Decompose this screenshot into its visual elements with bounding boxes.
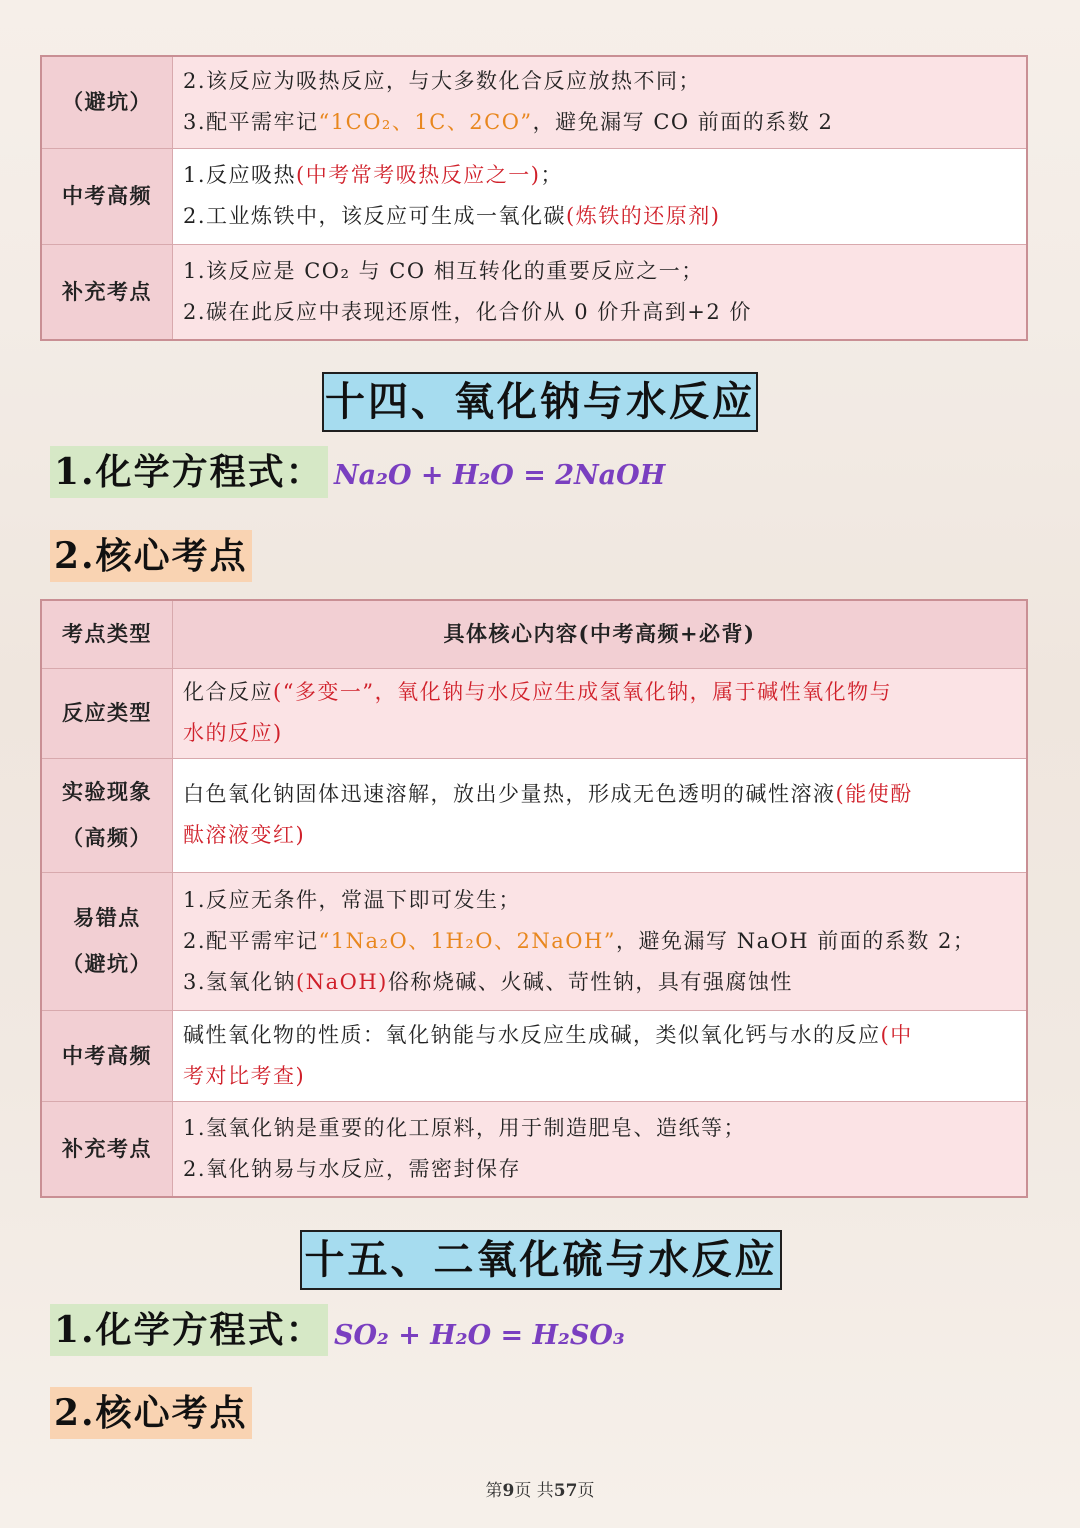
content-text: ，避免漏写 CO 前面的系数 2 — [532, 110, 834, 135]
section-15-core-label: 2.核心考点 — [50, 1387, 252, 1439]
continued-exam-points-table — [40, 55, 1028, 341]
row-label-line: 反应类型 — [62, 700, 152, 725]
content-text: 1.氢氧化钠是重要的化工原料，用于制造肥皂、造纸等； — [183, 1115, 747, 1140]
footer-suffix: 页 — [577, 1481, 595, 1501]
row-label-line: 易错点 — [73, 905, 141, 930]
row-label-line: （高频） — [62, 825, 152, 850]
content-line — [183, 1149, 1016, 1190]
row-label — [41, 148, 173, 244]
section-15-equation: SO₂ + H₂O = H₂SO₃ — [334, 1320, 625, 1351]
section-14-core-label: 2.核心考点 — [50, 530, 252, 582]
row-label — [41, 1010, 173, 1101]
content-line — [183, 155, 1016, 196]
highlighted-text: 酞溶液变红) — [183, 823, 306, 847]
page-footer — [0, 1476, 1080, 1501]
row-label — [41, 668, 173, 758]
row-content — [173, 1010, 1028, 1101]
content-line — [183, 713, 1016, 754]
content-line — [183, 1015, 1016, 1056]
footer-middle: 页 共 — [514, 1481, 554, 1501]
content-line — [183, 102, 1016, 143]
highlighted-text: (炼铁的还原剂) — [566, 204, 721, 228]
content-line — [183, 1108, 1016, 1149]
table-row — [41, 244, 1027, 340]
table-row — [41, 148, 1027, 244]
content-line — [183, 921, 1016, 962]
content-text: ，避免漏写 NaOH 前面的系数 2； — [616, 928, 976, 953]
content-text: 2.配平需牢记 — [183, 928, 319, 953]
highlighted-text: (中 — [880, 1022, 913, 1047]
row-label — [41, 872, 173, 1010]
highlighted-text: (“多变一”，氧化钠与水反应生成氢氧化钠，属于碱性氧化物与 — [273, 680, 893, 704]
row-label-line: 实验现象 — [62, 779, 152, 804]
content-text: 化合反应 — [183, 680, 273, 704]
row-content — [173, 244, 1028, 340]
content-text: 1.该反应是 CO₂ 与 CO 相互转化的重要反应之一； — [183, 258, 704, 283]
row-label-line: 中考高频 — [62, 183, 152, 208]
footer-prefix: 第 — [485, 1481, 503, 1501]
content-text: 3.氢氧化钠 — [183, 969, 297, 994]
highlighted-text: “1Na₂O、1H₂O、2NaOH” — [318, 928, 617, 953]
section-14-title: 十四、氧化钠与水反应 — [322, 372, 758, 432]
row-label-line: （避坑） — [62, 89, 152, 115]
row-label-line: （避坑） — [62, 951, 152, 976]
row-label — [41, 758, 173, 872]
content-text: 3.配平需牢记 — [183, 110, 319, 135]
content-text: ； — [540, 163, 563, 187]
highlighted-text: (能使酚 — [835, 782, 913, 806]
content-text: 2.该反应为吸热反应，与大多数化合反应放热不同； — [183, 69, 702, 94]
row-label-line: 补充考点 — [62, 278, 152, 304]
row-content — [173, 668, 1028, 758]
table-row — [41, 56, 1027, 148]
content-line — [183, 292, 1016, 333]
highlighted-text: “1CO₂、1C、2CO” — [318, 110, 533, 135]
table-row — [41, 872, 1027, 1010]
header-category: 考点类型 — [41, 600, 173, 668]
row-label — [41, 1101, 173, 1197]
table-header-row — [41, 600, 1027, 668]
section-15-equation-label: 1.化学方程式： — [50, 1304, 328, 1356]
row-content — [173, 148, 1028, 244]
content-text: 1.反应无条件，常温下即可发生； — [183, 887, 522, 912]
highlighted-text: 考对比考查) — [183, 1063, 306, 1088]
row-content — [173, 758, 1028, 872]
row-content — [173, 56, 1028, 148]
content-line — [183, 251, 1016, 292]
footer-total-pages: 57 — [553, 1481, 578, 1501]
content-text: 2.工业炼铁中，该反应可生成一氧化碳 — [183, 204, 567, 228]
header-content: 具体核心内容(中考高频+必背) — [173, 600, 1028, 668]
table-row — [41, 1101, 1027, 1197]
row-content — [173, 1101, 1028, 1197]
section-14-equation-label: 1.化学方程式： — [50, 446, 328, 498]
highlighted-text: (NaOH) — [296, 969, 388, 994]
content-text: 1.反应吸热 — [183, 163, 297, 187]
content-text: 俗称烧碱、火碱、苛性钠，具有强腐蚀性 — [387, 969, 793, 994]
content-line — [183, 1056, 1016, 1097]
highlighted-text: 水的反应) — [183, 721, 283, 745]
row-label — [41, 56, 173, 148]
row-label — [41, 244, 173, 340]
content-line — [183, 61, 1016, 102]
content-line — [183, 672, 1016, 713]
content-line — [183, 815, 1016, 856]
section-15-title: 十五、二氧化硫与水反应 — [300, 1230, 782, 1290]
table-row — [41, 1010, 1027, 1101]
table-row — [41, 668, 1027, 758]
core-exam-points-table — [40, 599, 1028, 1198]
table-row — [41, 758, 1027, 872]
content-text: 碱性氧化物的性质：氧化钠能与水反应生成碱，类似氧化钙与水的反应 — [183, 1022, 881, 1047]
content-line — [183, 962, 1016, 1003]
content-line — [183, 880, 1016, 921]
content-text: 2.氧化钠易与水反应，需密封保存 — [183, 1156, 522, 1181]
row-label-line: 中考高频 — [62, 1042, 152, 1068]
content-line — [183, 774, 1016, 815]
row-content — [173, 872, 1028, 1010]
section-14-equation: Na₂O + H₂O = 2NaOH — [334, 460, 666, 491]
footer-page-number: 9 — [502, 1481, 515, 1501]
highlighted-text: (中考常考吸热反应之一) — [296, 163, 541, 187]
row-label-line: 补充考点 — [62, 1135, 152, 1161]
content-text: 白色氧化钠固体迅速溶解，放出少量热，形成无色透明的碱性溶液 — [183, 782, 836, 806]
content-text: 2.碳在此反应中表现还原性，化合价从 0 价升高到+2 价 — [183, 299, 752, 324]
content-line — [183, 196, 1016, 237]
